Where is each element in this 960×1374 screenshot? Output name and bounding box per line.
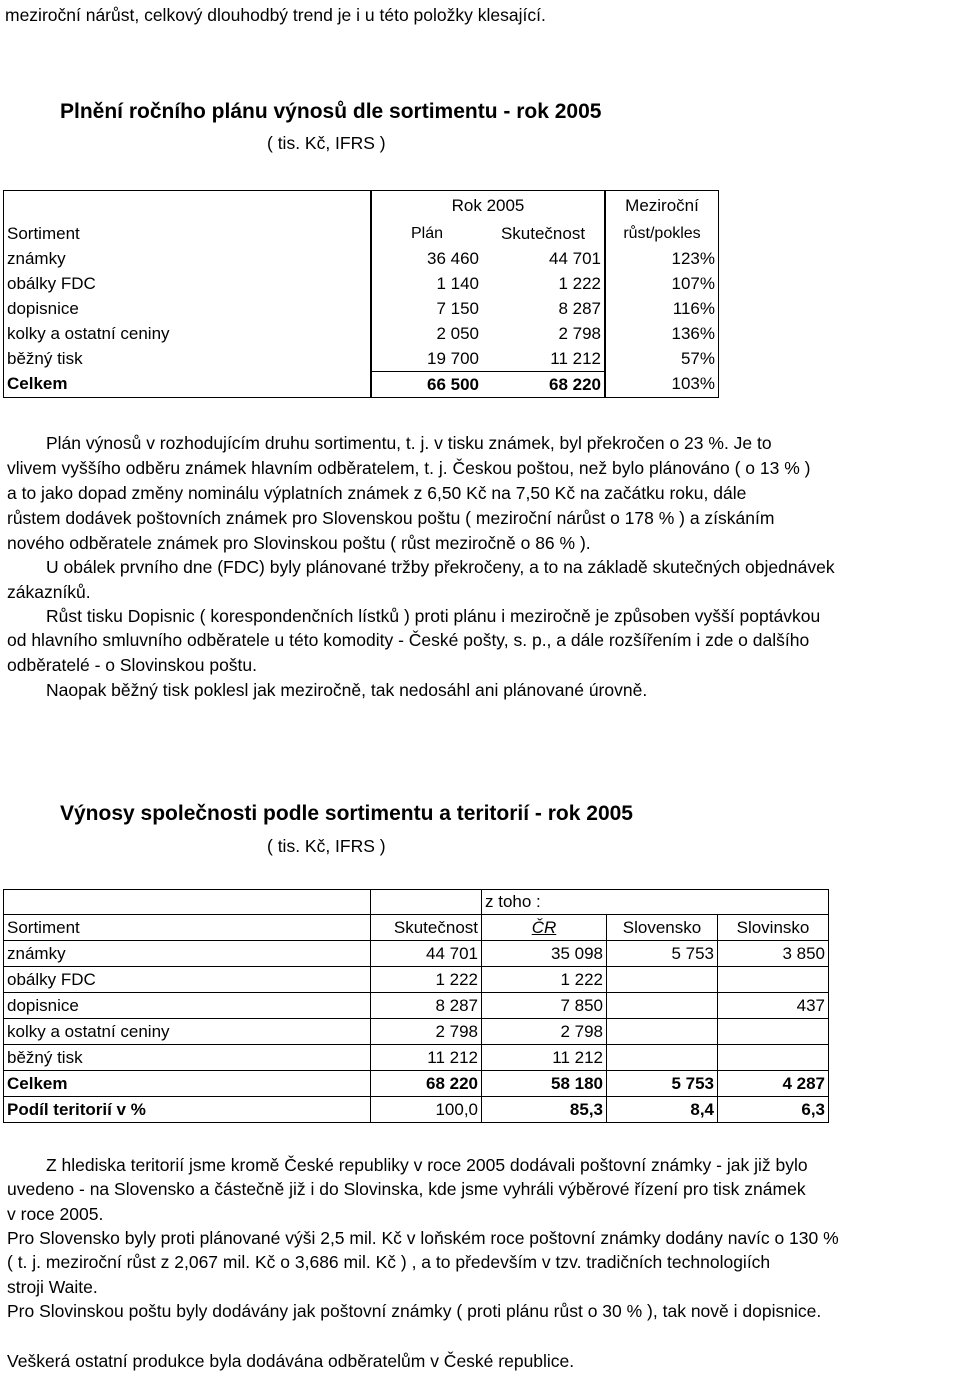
paragraph-line: U obálek prvního dne (FDC) byly plánované tržby překročeny, a to na základě skutečných objednávek [46, 557, 835, 577]
paragraph-line: zákazníků. [7, 582, 91, 602]
paragraph-line: Plán výnosů v rozhodujícím druhu sortimentu, t. j. v tisku známek, byl překročen o 23 %. Je to [46, 433, 772, 453]
paragraph-line: růstem dodávek poštovních známek pro Slovenskou poštu ( meziroční nárůst o 178 % ) a získáním [7, 508, 775, 528]
table-header-row [4, 915, 829, 941]
header-sortiment: Sortiment [4, 915, 371, 941]
header-slovensko: Slovensko [607, 915, 718, 941]
table-header-row [4, 890, 829, 915]
intro-line: meziroční nárůst, celkový dlouhodbý trend je i u této položky klesající. [5, 5, 546, 25]
paragraph-line: Pro Slovensko byly proti plánované výši 2,5 mil. Kč v loňském roce poštovní známky dodány navíc o 130 % [7, 1228, 839, 1248]
table-total-row: Celkem 68 220 58 180 5 753 4 287 [4, 1071, 829, 1097]
section1-unit: ( tis. Kč, IFRS ) [267, 133, 386, 153]
paragraph-line: v roce 2005. [7, 1204, 104, 1224]
header-slovinsko: Slovinsko [718, 915, 829, 941]
paragraph-line: uvedeno - na Slovensko a částečně již i do Slovinska, kde jsme vyhráli výběrové řízení pro tisk známek [7, 1179, 806, 1199]
paragraph-line: Naopak běžný tisk poklesl jak meziročně, tak nedosáhl ani plánované úrovně. [46, 680, 648, 700]
table-row: obálky FDC 1 222 1 222 [4, 967, 829, 993]
header-actual: Skutečnost [371, 915, 482, 941]
plan-fulfillment-table [3, 190, 719, 398]
paragraph-line: Růst tisku Dopisnic ( korespondenčních lístků ) proti plánu i meziročně je způsoben vyšší poptávkou [46, 606, 821, 626]
paragraph-line: od hlavního smluvního odběratele u této komodity - České pošty, s. p., a dále rozšířením i zde o dalšího [7, 630, 810, 650]
table-row: dopisnice 8 287 7 850 437 [4, 993, 829, 1019]
table-row: běžný tisk 19 700 11 212 57% [4, 346, 719, 372]
table-row: kolky a ostatní ceniny 2 798 2 798 [4, 1019, 829, 1045]
territory-revenue-table [3, 889, 829, 1123]
header-sortiment: Sortiment [4, 221, 372, 246]
table-header-row [4, 221, 719, 246]
header-change: růst/pokles [623, 224, 701, 242]
table-row: známky 44 701 35 098 5 753 3 850 [4, 941, 829, 967]
table-row: obálky FDC 1 140 1 222 107% [4, 271, 719, 296]
table-row: dopisnice 7 150 8 287 116% [4, 296, 719, 321]
header-change-top: Meziroční [625, 196, 699, 215]
paragraph-line: Z hlediska teritorií jsme kromě České republiky v roce 2005 dodávali poštovní známky - jak již bylo [46, 1155, 808, 1175]
table-total-row: Celkem 66 500 68 220 103% [4, 372, 719, 398]
paragraph-line: vlivem vyššího odběru známek hlavním odběratelem, t. j. Českou poštou, než bylo plánováno ( o 13 % ) [7, 458, 811, 478]
paragraph-line: ( t. j. meziroční růst z 2,067 mil. Kč o 3,686 mil. Kč ) , a to především v tzv. tradičních technologiích [7, 1252, 771, 1272]
paragraph-line: Veškerá ostatní produkce byla dodávána odběratelům v České republice. [7, 1351, 575, 1371]
section2-title: Výnosy společnosti podle sortimentu a teritorií - rok 2005 [60, 802, 633, 825]
table-row: běžný tisk 11 212 11 212 [4, 1045, 829, 1071]
table-row: kolky a ostatní ceniny 2 050 2 798 136% [4, 321, 719, 346]
paragraph-line: Pro Slovinskou poštu byly dodávány jak poštovní známky ( proti plánu růst o 30 % ), tak nově i dopisnice. [7, 1301, 822, 1321]
paragraph-line: stroji Waite. [7, 1277, 98, 1297]
header-actual: Skutečnost [482, 221, 605, 246]
paragraph-line: nového odběratele známek pro Slovinskou poštu ( růst meziročně o 86 % ). [7, 533, 591, 553]
header-cr: ČR [482, 915, 607, 941]
section1-title: Plnění ročního plánu výnosů dle sortimentu - rok 2005 [60, 100, 602, 123]
section2-unit: ( tis. Kč, IFRS ) [267, 836, 386, 856]
header-of-which: z toho : [482, 890, 607, 915]
table-header-row [4, 191, 719, 222]
header-plan: Plán [410, 224, 444, 242]
header-year: Rok 2005 [371, 191, 605, 222]
paragraph-line: odběratelé - o Slovinskou poštu. [7, 655, 258, 675]
paragraph-line: a to jako dopad změny nominálu výplatních známek z 6,50 Kč na 7,50 Kč na začátku roku, dále [7, 483, 747, 503]
table-row: známky 36 460 44 701 123% [4, 246, 719, 271]
table-share-row: Podíl teritorií v % 100,0 85,3 8,4 6,3 [4, 1097, 829, 1123]
